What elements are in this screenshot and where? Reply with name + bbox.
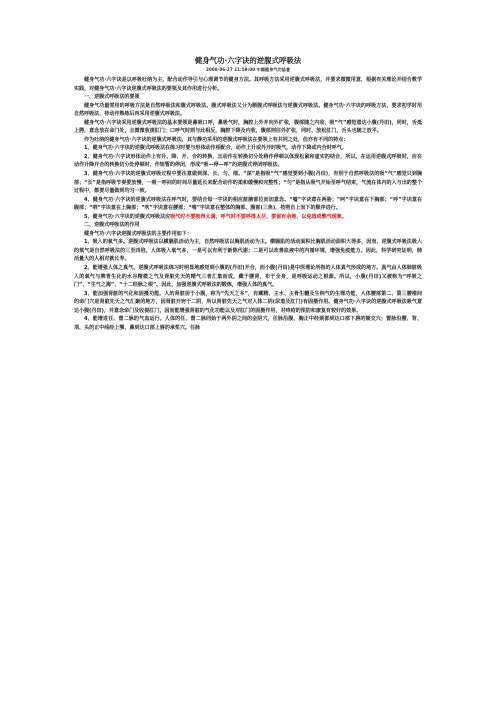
paragraph: 健身气功·六字诀采用逆腹式呼吸法的基本要领是鼻吸口呼，鼻吸气时，胸腔上外并向外扩张，腹部随之内收，吸“气”感觉意达小腹(丹田)，同时，舌抵上腭，意念放在命门处，且微微收提肛门；口呼气时则与此相反，胸腔下降及内收，腹部则往外扩张，同时，放松肛门，舌头也随之放平。	[74, 119, 422, 135]
section-heading-1: 一、逆腹式呼吸法的要领	[84, 94, 140, 101]
paragraph: 4、健身气功·六字诀的逆腹式呼吸法在呼气时，要结合每一字诀的相应脏腑部位而加意念。“嘘”字诀意在两胁；“呵”字诀意在下胸部；“呼”字诀意在腹部；“呬”字诀意在上胸部；“吹”字诀意在腰部；“嘻”字诀意在整体的胸部、腹部(三焦)，按照自上而下的顺序进行。	[74, 196, 422, 212]
paragraph: 健身气功最常用的呼吸方法是自然呼吸法和腹式呼吸法。腹式呼吸法又分为顺腹式呼吸法与逆腹式呼吸法。健身气功·六字诀的呼吸方法，要求初学时用自然呼吸法，待动作熟练后再采用逆腹式呼吸法。	[74, 102, 422, 118]
section-heading-2: 二、逆腹式呼吸法的作用	[84, 222, 140, 229]
highlighted-text: 吸气时不要吸得太满，呼气时不要呼得太尽，要留有余地，以免造成憋气现象。	[170, 213, 347, 220]
paragraph-with-highlight	[74, 213, 422, 222]
paragraph-intro: 健身气功·六字诀是以呼吸吐纳为主，配合动作导引与心理调节的健身方法。其呼吸方法采用逆腹式呼吸法，并要求微微用意，根据有关理论并结合教学实践，对健身气功·六字诀逆腹式呼吸法的要领及其作用进行分析。	[74, 77, 422, 92]
paragraph: 作为吐纳的健身气功·六字诀的逆腹式呼吸法，其与静功采用的逆腹式呼吸法在要领上有共同之处，但亦有不同的特点：	[84, 136, 349, 143]
paragraph: 3、健身气功·六字诀的逆腹式呼吸过程中要注意做到深、长、匀、细。“深”是指吸“气”感觉要到小腹(丹田)，有别于自然呼吸法的吸“气”感觉只到胸部；“长”是指呼吸节奏要放慢，一吸一呼间的时间尽量延长来配合动作的柔和缓慢和完整性；“匀”是指从吸气开始至呼气结束，气流在体内的入与出的整个过程中，都要尽量做到均匀一致。	[74, 171, 422, 195]
paragraph: 4、能增进任、督二脉的气血运行。人体的任、督二脉同始于两外阴之间的会阴穴，任脉沿腹、胸正中经颈部到达口部下唇的颏交穴；督脉沿腰、背、项、头的正中线经上颚、鼻到达口部上唇的承浆穴。任脉	[74, 316, 422, 331]
document-page	[74, 56, 422, 332]
article-meta: 2008-06-27 11:59:00 中國健身气功協會	[205, 67, 291, 72]
paragraph: 2、健身气功·六字诀形体动作上有升、降、开、合的转换，且动作在转换切分处稍作停顿以体现松紧和虚实的结合，所以，在运用逆腹式呼吸时，应在动作升降开合的转换切分处停顿时，作短暂的停闭，形成“吸—停—呼”的逆腹式停闭呼吸法。	[74, 153, 422, 169]
page-title: 健身气功·六字诀的逆腹式呼吸法	[194, 56, 302, 65]
paragraph-text: 5、健身气功·六字诀的逆腹式呼吸法应	[84, 213, 171, 220]
paragraph: 1、吸入的氧气多。逆腹式呼吸法以横膈肌活动为主，自然呼吸法以胸肌活动为主。横膈肌的活动面积比胸肌活动面积大得多，因而，逆腹式呼吸法吸入的氧气是自然呼吸法的三至四倍。人体吸入氧气多，一是可以有利于新陈代谢；二是可以改善血液中的内循环境，增强免疫能力。因此，科学研究证明，肺活量大的人相对就长寿。	[74, 239, 422, 263]
paragraph: 健身气功·六字诀逆腹式呼吸法的主要作用如下：	[84, 230, 192, 237]
paragraph: 2、能增强人体之真气。逆腹式呼吸法练习时明显地感觉到小腹的(丹田)开合，而小腹(丹田)是中医理论所指的人体真气形成的地方。真气由人体肺脏吸入的氧气与脾胃生化的水谷精微之气及肾脏先天的精气三者汇集而成，藏于腰肾，布于全身，是呼吸运动之根源。所以，小腹(丹田)又被称为“呼吸之门”、“生气之海”、“十二经脉之根”。因此，加强逆腹式呼吸法的锻炼，增强人体的真气。	[74, 265, 422, 289]
paragraph: 1、健身气功·六字诀的逆腹式呼吸法在练习时要与形体动作相配合，动作上升或外开时吸气，动作下降或内合时呼气。	[84, 145, 347, 152]
paragraph: 3、能加强肾脏的气化和固摄功能。人的肾脏居于小腹，称为“先天之本”，有藏精、主水、主骨生髓及生纳气的生理功能，人体腰部第二、第三腰椎间的命门穴是肾脏先天之气汇聚的地方，因肾脏开窍于二阴，所以肾脏先天之气对人体二阴(尿道及肛门)有固摄作用。健身气功·六字诀的逆腹式呼吸法吸气意达小腹(丹田)，并意念命门及收提肛门，因而能增强肾脏的气化功能以及对肛门的固摄作用，对痔疮的预防和康复有较好的效果。	[74, 290, 422, 314]
